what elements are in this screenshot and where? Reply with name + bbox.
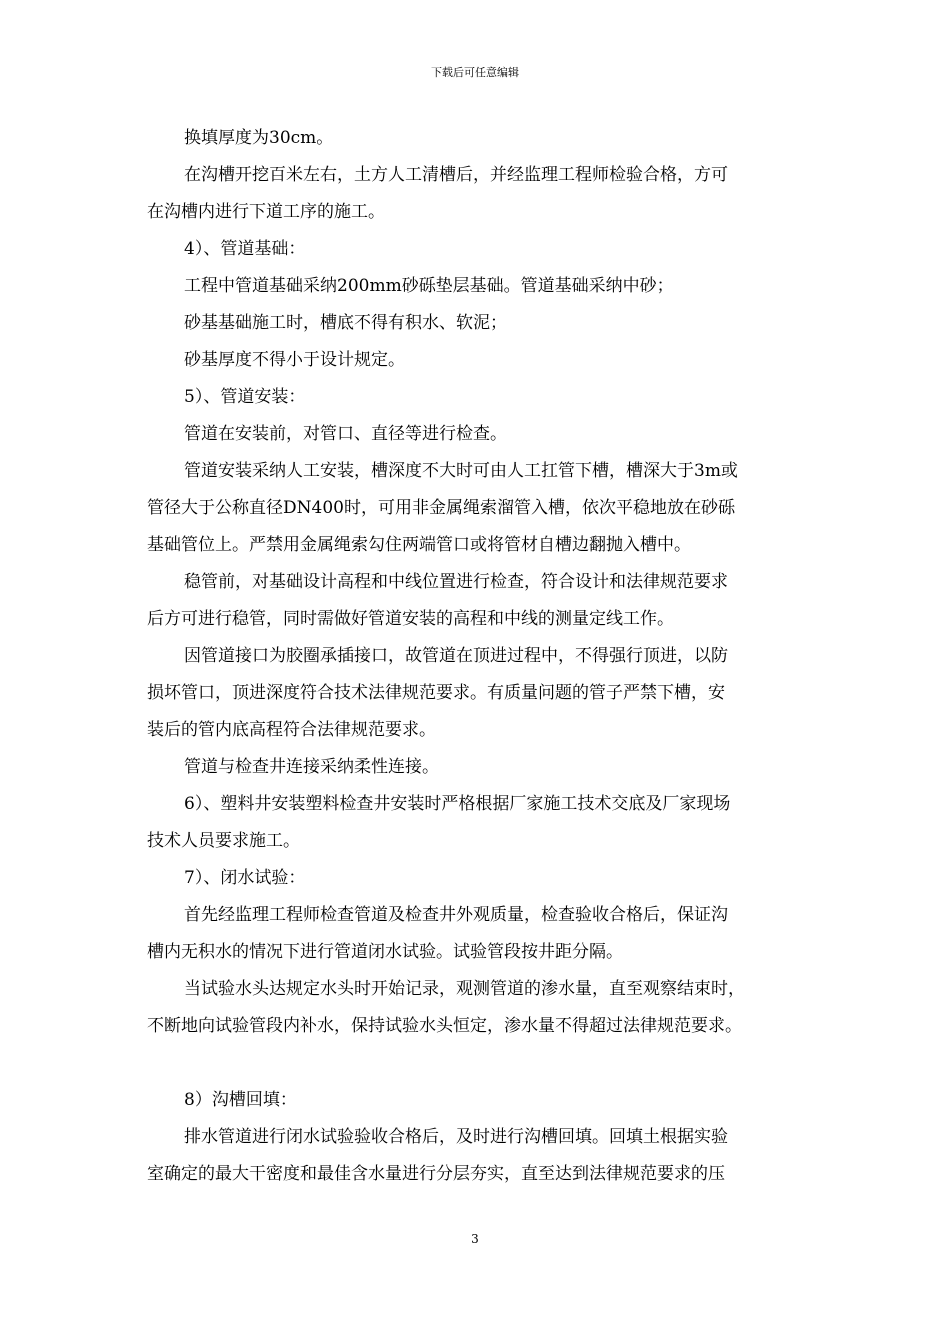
paragraph-line: 换填厚度为30cm。 [184, 128, 334, 148]
section-heading: 4）、管道基础： [184, 239, 306, 259]
page-header: 下载后可任意编辑 [431, 66, 519, 79]
blank-line [147, 1045, 827, 1082]
section-heading: 5）、管道安装： [184, 387, 306, 407]
page-number: 3 [471, 1232, 479, 1246]
paragraph-line: 砂基厚度不得小于设计规定。 [184, 350, 405, 370]
section-heading: 7）、闭水试验： [184, 868, 306, 888]
paragraph-line: 不断地向试验管段内补水，保持试验水头恒定，渗水量不得超过法律规范要求。 [147, 1016, 742, 1036]
section-heading: 8）沟槽回填： [184, 1090, 297, 1110]
paragraph-line: 管道与检查井连接采纳柔性连接。 [184, 757, 439, 777]
section-heading: 6）、塑料井安装塑料检查井安装时严格根据厂家施工技术交底及厂家现场 [184, 794, 731, 814]
paragraph-line: 损坏管口，顶进深度符合技术法律规范要求。有质量问题的管子严禁下槽，安 [147, 683, 725, 703]
paragraph-line: 砂基基础施工时，槽底不得有积水、软泥； [184, 313, 507, 333]
document-body [147, 120, 827, 1193]
paragraph-line: 在沟槽开挖百米左右，土方人工清槽后，并经监理工程师检验合格，方可 [184, 165, 728, 185]
paragraph-line: 首先经监理工程师检查管道及检查井外观质量，检查验收合格后，保证沟 [184, 905, 728, 925]
paragraph-line: 在沟槽内进行下道工序的施工。 [147, 202, 385, 222]
paragraph-line: 管道安装采纳人工安装，槽深度不大时可由人工扛管下槽，槽深大于3m或 [184, 461, 738, 481]
paragraph-line: 排水管道进行闭水试验验收合格后，及时进行沟槽回填。回填土根据实验 [184, 1127, 728, 1147]
paragraph-line: 当试验水头达规定水头时开始记录，观测管道的渗水量，直至观察结束时， [184, 979, 745, 999]
paragraph-line: 稳管前，对基础设计高程和中线位置进行检查，符合设计和法律规范要求 [184, 572, 728, 592]
paragraph-line: 技术人员要求施工。 [147, 831, 300, 851]
paragraph-line: 管道在安装前，对管口、直径等进行检查。 [184, 424, 507, 444]
paragraph-line: 室确定的最大干密度和最佳含水量进行分层夯实，直至达到法律规范要求的压 [147, 1164, 725, 1184]
paragraph-line: 槽内无积水的情况下进行管道闭水试验。试验管段按井距分隔。 [147, 942, 623, 962]
paragraph-line: 管径大于公称直径DN400时，可用非金属绳索溜管入槽，依次平稳地放在砂砾 [147, 498, 735, 518]
paragraph-line: 后方可进行稳管，同时需做好管道安装的高程和中线的测量定线工作。 [147, 609, 674, 629]
paragraph-line: 基础管位上。严禁用金属绳索勾住两端管口或将管材自槽边翻抛入槽中。 [147, 535, 691, 555]
paragraph-line: 工程中管道基础采纳200mm砂砾垫层基础。管道基础采纳中砂； [184, 276, 674, 296]
paragraph-line: 装后的管内底高程符合法律规范要求。 [147, 720, 436, 740]
paragraph-line: 因管道接口为胶圈承插接口，故管道在顶进过程中，不得强行顶进，以防 [184, 646, 728, 666]
